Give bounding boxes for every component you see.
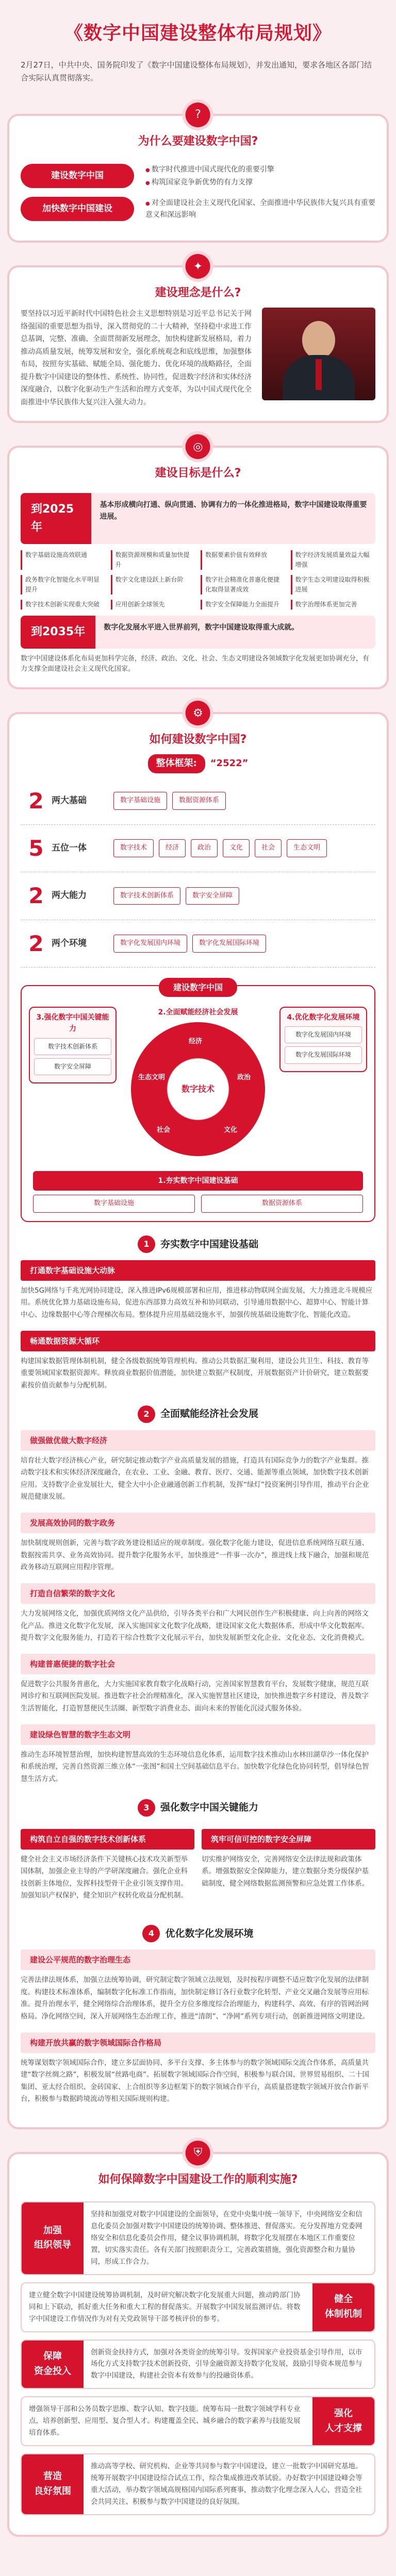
detail-heading bbox=[21, 1925, 375, 1942]
goal-item: 数字生态文明建设取得积极进展 bbox=[291, 575, 376, 595]
bulb-icon: ✦ bbox=[186, 254, 210, 279]
goal-2035 bbox=[21, 616, 375, 648]
goal-item: 数据资源规模和质量加快提升 bbox=[111, 550, 196, 570]
detail-ribbon: 构建普惠便捷的数字社会 bbox=[21, 1654, 375, 1674]
goal-item: 政务数字化智能化水平明显提升 bbox=[21, 575, 106, 595]
section-title: 为什么要建设数字中国? bbox=[138, 134, 258, 148]
detail-text: 构建国家数据管理体制机制，健全各级数据统筹管理机构。推动公共数据汇聚利用，建设公共卫生、科技、教育等重要领域国家数据资源库。释放商业数据价值潜能，加快建立数据产权制度，开展数据资产计价研究，建立数据要素按价值贡献参与分配机制。 bbox=[21, 1357, 369, 1389]
section-title: 建设目标是什么? bbox=[155, 467, 241, 480]
how-number: 2 bbox=[28, 788, 44, 814]
how-row bbox=[21, 825, 375, 872]
detail-ribbon: 构筑自立自强的数字技术创新体系 bbox=[21, 1829, 194, 1850]
how-number: 2 bbox=[28, 883, 44, 909]
how-label: 五位一体 bbox=[52, 843, 87, 854]
section-meaning bbox=[9, 108, 387, 241]
goal-item: 数字经济发展质量效益大幅增强 bbox=[291, 550, 376, 570]
detail-ribbon: 筑牢可信可控的数字安全屏障 bbox=[202, 1829, 375, 1850]
section-title: 建设理念是什么? bbox=[155, 286, 241, 300]
detail-ribbon: 做强做优做大数字经济 bbox=[21, 1430, 375, 1451]
detail-number: 4 bbox=[142, 1925, 160, 1942]
how-item: 数字安全屏障 bbox=[186, 887, 239, 905]
diagram-mid-title: 2.全面赋能经济社会发展 bbox=[158, 1008, 238, 1016]
detail-text: 统筹谋划数字领域国际合作，建立多层面协同、多平台支撑、多主体参与的数字领域国际交流合作体系，高质量共建“数字丝绸之路”，积极发展“丝路电商”。拓展数字领域国际合作空间，积极参与联合国、世界贸易组织、二十国集团、亚太经合组织、金砖国家、上合组织等多边框架下的数字领域合作平台，高质量搭建数字领域开放合作新平台，积极参与数据跨境流动等相关国际规则构建。 bbox=[21, 2058, 369, 2104]
section-title: 如何建设数字中国? bbox=[149, 733, 247, 747]
detail-title: 强化数字中国关键能力 bbox=[160, 1802, 258, 1814]
guarantee-label: 强化 人才支撑 bbox=[312, 2397, 374, 2445]
diagram-bottom bbox=[33, 1171, 363, 1213]
detail-number: 1 bbox=[138, 1235, 155, 1253]
goal-item: 数字社会精准化普惠化便捷化取得显著成效 bbox=[201, 575, 286, 595]
section-guarantee bbox=[9, 2146, 387, 2535]
detail-ribbon: 建设公平规范的数字治理生态 bbox=[21, 1950, 375, 1970]
detail-title: 全面赋能经济社会发展 bbox=[160, 1408, 258, 1420]
how-row bbox=[21, 777, 375, 825]
detail-text: 大力发展网络文化，加强优质网络文化产品供给，引导各类平台和广大网民创作生产积极健康、向上向善的网络文化产品。推进文化数字化发展，深入实施国家文化数字化战略，建设国家文化大数据体系，形成中华文化数据库。提升数字文化服务能力，打造若干综合性数字文化展示平台，加快发展新型文化企业、文化业态、文化消费模式。 bbox=[21, 1609, 369, 1642]
goal-item: 数据要素价值有效释放 bbox=[201, 550, 286, 570]
diagram-top: 建设数字中国 bbox=[159, 978, 237, 997]
goal-item: 数字文化建设跃上新台阶 bbox=[111, 575, 196, 595]
how-item: 数字技术 bbox=[113, 839, 154, 857]
guarantee-row bbox=[21, 2201, 375, 2275]
detail-ribbon: 发展高效协同的数字政务 bbox=[21, 1513, 375, 1533]
detail-ribbon: 打通数字基础设施大动脉 bbox=[21, 1260, 375, 1281]
overall-framework bbox=[21, 754, 375, 773]
diagram-right-title: 4.优化数字化发展环境 bbox=[287, 1013, 360, 1022]
goal-desc: 数字化发展水平进入世界前列，数字中国建设取得重大成就。 bbox=[104, 623, 299, 632]
how-item: 数字化发展国内环境 bbox=[113, 935, 187, 953]
portrait-image bbox=[262, 308, 375, 400]
goal-2035-text: 数字中国建设体系化布局更加科学完备，经济、政治、文化、社会、生态文明建设各领域数字化发展更加协调充分，有力支撑全面建设社会主义现代化国家。 bbox=[21, 654, 370, 673]
detail-number: 3 bbox=[138, 1799, 155, 1817]
meaning-pill: 建设数字中国 bbox=[21, 164, 134, 188]
detail-ribbon: 建设绿色智慧的数字生态文明 bbox=[21, 1724, 375, 1745]
goal-item: 数字技术创新实现重大突破 bbox=[21, 600, 106, 609]
diagram-circle bbox=[131, 1022, 265, 1156]
section-title: 如何保障数字中国建设工作的顺利实施? bbox=[98, 2173, 298, 2187]
guarantee-label: 加强 组织领导 bbox=[22, 2202, 84, 2274]
diagram-core: 数字技术 bbox=[181, 1084, 215, 1094]
meaning-pill: 加快数字中国建设 bbox=[21, 197, 134, 221]
framework-diagram bbox=[21, 982, 375, 1222]
diagram-left-title: 3.强化数字中国关键能力 bbox=[36, 1013, 109, 1033]
diagram-right-item: 数字化发展国际环境 bbox=[285, 1046, 362, 1063]
how-item: 数字基础设施 bbox=[113, 792, 167, 810]
guarantee-text: 增强领导干部和公务员数字思维、数字认知、数字技能。统筹布局一批数字领域学科专业点，培养创新型、应用型、复合型人才。构建覆盖全民、城乡融合的数字素养与技能发展培育体系。 bbox=[29, 2405, 301, 2437]
detail-number: 2 bbox=[138, 1405, 155, 1423]
how-item: 政治 bbox=[191, 839, 218, 857]
section-concept bbox=[9, 260, 387, 421]
detail-text: 促进数字公共服务普惠化，大力实施国家教育数字化战略行动，完善国家智慧教育平台，发展数字健康，规范互联网诊疗和互联网医院发展。推进数字社会治理精准化，深入实施智慧社区建设，加快推进数字乡村建设，普及数字生活智能化，打造智慧便民生活圈、新型数字消费业态、面向未来的智能化沉浸式服务体验。 bbox=[21, 1680, 369, 1713]
meaning-row bbox=[21, 196, 375, 222]
diagram-right-item: 数字化发展国内环境 bbox=[285, 1026, 362, 1043]
shield-icon: ⛨ bbox=[186, 2141, 210, 2165]
section-goals bbox=[9, 440, 387, 687]
guarantee-row bbox=[21, 2282, 375, 2332]
diagram-left-item: 数字安全屏障 bbox=[34, 1058, 111, 1075]
meaning-point: ● 构筑国家竞争新优势的有力支撑 bbox=[145, 177, 274, 188]
goal-year: 到2035年 bbox=[21, 616, 95, 648]
guarantee-text: 创新资金扶持方式，加强对各类资金的统筹引导。发挥国家产业投资基金引导作用，以市场化方式支持数字技术创新投资，引导金融资源支持数字化发展，鼓励引导资本规范参与数字中国建设，构建社会资本有效参与的投融资体系。 bbox=[91, 2348, 362, 2380]
detail-heading bbox=[21, 1799, 375, 1817]
how-label: 两个环境 bbox=[52, 938, 87, 948]
guarantee-label: 营造 良好氛围 bbox=[22, 2454, 84, 2514]
how-item: 生态文明 bbox=[287, 839, 327, 857]
ring-item: 政治 bbox=[237, 1073, 251, 1081]
detail-text: 完善法律法规体系，加强立法统筹协调，研究制定数字领域立法规划，及时按程序调整不适应数字化发展的法律制度。构建技术标准体系，编制数字化标准工作指南，加快制定修订各行业数字化转型、产业交叉融合发展等应用标准。提升治理水平，健全网络综合治理体系，提升全方位多维度综合治理能力，构建科学、高效、有序的管网治网格局。净化网络空间，深入开展网络生态治理工作，推进“清朗”、“净网”系列专项行动，创新推进网络文明建设。 bbox=[21, 1976, 369, 2021]
page-title: 《数字中国建设整体布局规划》 bbox=[64, 22, 332, 44]
diagram-bottom-item: 数字基础设施 bbox=[33, 1195, 195, 1213]
how-item: 经济 bbox=[159, 839, 186, 857]
how-item: 社会 bbox=[255, 839, 282, 857]
detail-heading bbox=[21, 1405, 375, 1423]
guarantee-text: 坚持和加强党对数字中国建设的全面领导，在党中央集中统一领导下，中央网络安全和信息化委员会加强对数字中国建设的统筹协调、整体推进、督促落实。充分发挥地方党委网络安全和信息化委员会作用，健全议事协调机制，将数字化发展摆在本地区工作重要位置，切实落实责任。各有关部门按照职责分工，完善政策措施，强化资源整合和力量协同，形成工作合力。 bbox=[91, 2210, 362, 2266]
detail-heading bbox=[21, 1235, 375, 1253]
how-item: 数字化发展国际环境 bbox=[192, 935, 266, 953]
how-item: 文化 bbox=[223, 839, 250, 857]
how-label: 两大能力 bbox=[52, 890, 87, 901]
goal-item: 数字基础设施高效联通 bbox=[21, 550, 106, 570]
goal-year: 到2025年 bbox=[21, 493, 91, 544]
detail-ribbon: 畅通数据资源大循环 bbox=[21, 1331, 375, 1351]
guarantee-label: 保障 资金投入 bbox=[22, 2341, 84, 2388]
meaning-point: ● 对全面建设社会主义现代化国家、全面推进中华民族伟大复兴具有重要意义和深远影响 bbox=[145, 197, 375, 221]
ring-item: 经济 bbox=[189, 1037, 203, 1045]
how-row bbox=[21, 872, 375, 920]
guarantee-text: 建立健全数字中国建设统筹协调机制，及时研究解决数字化发展重大问题，推动跨部门协同和上下联动，抓好重大任务和重大工程的督促落实。开展数字中国发展监测评估。将数字中国建设工作情况作为对有关党政领导干部考核评价的参考。 bbox=[29, 2291, 301, 2323]
detail-text: 加快5G网络与千兆光网协同建设，深入推进IPv6规模部署和应用，推进移动物联网全面发展，大力推进北斗规模应用。系统优化算力基础设施布局，促进东西部算力高效互补和协同联动，引导通用数据中心、超算中心、智能计算中心、边缘数据中心等合理梯次布局。整体提升应用基础设施水平，加强传统基础设施数字化、智能化改造。 bbox=[21, 1286, 373, 1319]
goal-item: 数字治理体系更加完善 bbox=[291, 600, 376, 609]
guarantee-row bbox=[21, 2396, 375, 2446]
how-row bbox=[21, 920, 375, 968]
diagram-bottom-title: 1.夯实数字中国建设基础 bbox=[33, 1171, 363, 1191]
gear-icon: ⚙ bbox=[186, 701, 210, 725]
detail-ribbon: 打造自信繁荣的数字文化 bbox=[21, 1583, 375, 1604]
ring-item: 文化 bbox=[224, 1126, 238, 1134]
detail-text: 培育壮大数字经济核心产业，研究制定推动数字产业高质量发展的措施，打造具有国际竞争力的数字产业集群。推动数字技术和实体经济深度融合，在农业、工业、金融、教育、医疗、交通、能源等重点领域，加快数字技术创新应用。支持数字企业发展壮大，健全大中小企业融通创新工作机制，发挥“绿灯”投资案例引导作用，推动平台企业规范健康发展。 bbox=[21, 1456, 369, 1501]
framework-value: “2522” bbox=[210, 758, 249, 769]
ring-item: 社会 bbox=[157, 1126, 171, 1134]
diagram-left-item: 数字技术创新体系 bbox=[34, 1038, 111, 1055]
target-icon: ◎ bbox=[186, 434, 210, 459]
intro-text: 2月27日，中共中央、国务院印发了《数字中国建设整体布局规划》，并发出通知，要求各地区各部门结合实际认真贯彻落实。 bbox=[21, 60, 372, 83]
guarantee-row bbox=[21, 2453, 375, 2515]
goal-item: 应用创新全球领先 bbox=[111, 600, 196, 609]
how-number: 5 bbox=[28, 836, 44, 861]
goal-desc: 基本形成横向打通、纵向贯通、协调有力的一体化推进格局，数字中国建设取得重要进展。 bbox=[100, 501, 367, 521]
question-icon: ? bbox=[186, 103, 210, 127]
guarantee-text: 推动高等学校、研究机构、企业等共同参与数字中国建设，建立一批数字中国研究基地。统筹开展数字中国建设综合试点工作，综合集成推进改革试验。办好数字中国建设峰会等重大活动，举办数字领域高规格国内国际系列赛事，推动数字化理念深入人心，营造全社会共同关注、积极参与数字中国建设的良好氛围。 bbox=[91, 2462, 362, 2506]
ring-item: 生态文明 bbox=[138, 1073, 166, 1081]
how-item: 数据资源体系 bbox=[172, 792, 226, 810]
how-item: 数字技术创新体系 bbox=[113, 887, 180, 905]
goal-items bbox=[21, 550, 375, 610]
goal-item: 数字安全保障能力全面提升 bbox=[201, 600, 286, 609]
how-label: 两大基础 bbox=[52, 795, 87, 806]
how-number: 2 bbox=[28, 930, 44, 956]
diagram-bottom-item: 数据资源体系 bbox=[201, 1195, 363, 1213]
detail-title: 夯实数字中国建设基础 bbox=[160, 1238, 258, 1250]
detail-text: 推动生态环境智慧治理，加快构建智慧高效的生态环境信息化体系，运用数字技术推动山水林田湖草沙一体化保护和系统治理，完善自然资源三维立体“一张图”和国土空间基础信息平台。加快数字化绿色化协同转型，倡导绿色智慧生活方式。 bbox=[21, 1750, 369, 1783]
diagram-right bbox=[279, 1007, 367, 1072]
framework-tag: 整体框架: bbox=[148, 754, 205, 773]
detail-text: 加快制度规则创新，完善与数字政务建设相适应的规章制度。强化数字化能力建设，促进信息系统网络互联互通、数据按需共享、业务高效协同。提升数字化服务水平，加快推进“一件事一次办”，推进线上线下融合，加强和规范政务移动互联网应用程序管理。 bbox=[21, 1539, 369, 1572]
section-how bbox=[9, 706, 387, 2127]
detail-title: 优化数字化发展环境 bbox=[165, 1927, 254, 1939]
meaning-point: ● 数字时代推进中国式现代化的重要引擎 bbox=[145, 164, 274, 175]
detail-text: 切实维护网络安全，完善网络安全法律法规和政策体系。增强数据安全保障能力，建立数据分类分级保护基础制度，健全网络数据监测预警和应急处置工作体系。 bbox=[202, 1855, 369, 1888]
goal-2025 bbox=[21, 493, 375, 544]
detail-ribbon: 构建开放共赢的数字领域国际合作格局 bbox=[21, 2032, 375, 2053]
detail-text: 健全社会主义市场经济条件下关键核心技术攻关新型举国体制，加强企业主导的产学研深度融合。强化企业科技创新主体地位，发挥科技型骨干企业引领支撑作用。加强知识产权保护，健全知识产权转化收益分配机制。 bbox=[21, 1855, 188, 1900]
concept-text: 要坚持以习近平新时代中国特色社会主义思想特别是习近平总书记关于网络强国的重要思想为指导，深入贯彻党的二十大精神，坚持稳中求进工作总基调，完整、准确、全面贯彻新发展理念，加快构建新发展格局，着力推动高质量发展，统筹发展和安全，强化系统观念和底线思维，加强整体布局，按照夯实基础、赋能全局、强化能力、优化环境的战略路径，全面提升数字中国建设的整体性、系统性、协同性，促进数字经济和实体经济深度融合，以数字化驱动生产生活和治理方式变革，为以中国式现代化全面推进中华民族伟大复兴注入强大动力。 bbox=[21, 310, 252, 406]
diagram-left bbox=[29, 1007, 117, 1083]
meaning-row bbox=[21, 162, 375, 190]
guarantee-row bbox=[21, 2340, 375, 2389]
guarantee-label: 健全 体制机制 bbox=[312, 2283, 374, 2331]
